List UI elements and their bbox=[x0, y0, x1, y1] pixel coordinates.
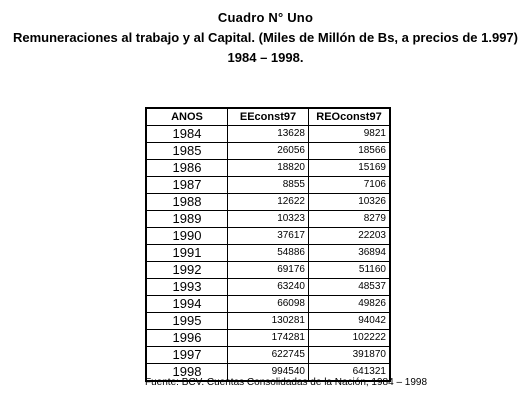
year-cell: 1985 bbox=[146, 143, 228, 160]
reoconst97-cell: 49826 bbox=[309, 296, 391, 313]
eeconst97-cell: 10323 bbox=[228, 211, 309, 228]
eeconst97-cell: 69176 bbox=[228, 262, 309, 279]
reoconst97-cell: 102222 bbox=[309, 330, 391, 347]
table-row bbox=[146, 279, 390, 296]
eeconst97-cell: 54886 bbox=[228, 245, 309, 262]
table-row bbox=[146, 160, 390, 177]
reoconst97-cell: 10326 bbox=[309, 194, 391, 211]
header-reoconst97: REOconst97 bbox=[309, 108, 391, 126]
eeconst97-cell: 18820 bbox=[228, 160, 309, 177]
table-row bbox=[146, 194, 390, 211]
eeconst97-cell: 174281 bbox=[228, 330, 309, 347]
remuneration-table bbox=[145, 107, 391, 382]
year-cell: 1991 bbox=[146, 245, 228, 262]
eeconst97-cell: 622745 bbox=[228, 347, 309, 364]
year-cell: 1992 bbox=[146, 262, 228, 279]
document-title-block bbox=[0, 8, 531, 68]
reoconst97-cell: 48537 bbox=[309, 279, 391, 296]
year-cell: 1986 bbox=[146, 160, 228, 177]
year-cell: 1989 bbox=[146, 211, 228, 228]
year-cell: 1997 bbox=[146, 347, 228, 364]
reoconst97-cell: 15169 bbox=[309, 160, 391, 177]
table-row bbox=[146, 177, 390, 194]
table-row bbox=[146, 245, 390, 262]
reoconst97-cell: 36894 bbox=[309, 245, 391, 262]
eeconst97-cell: 8855 bbox=[228, 177, 309, 194]
table-number-title: Cuadro N° Uno bbox=[217, 10, 314, 25]
reoconst97-cell: 18566 bbox=[309, 143, 391, 160]
source-note: Fuente: BCV. Cuentas Consolidadas de la Nación, 1984 – 1998 bbox=[145, 377, 428, 388]
table-row bbox=[146, 143, 390, 160]
year-cell: 1984 bbox=[146, 126, 228, 143]
year-cell: 1998 bbox=[146, 364, 228, 382]
table-row bbox=[146, 228, 390, 245]
reoconst97-cell: 94042 bbox=[309, 313, 391, 330]
table-row bbox=[146, 126, 390, 143]
year-cell: 1995 bbox=[146, 313, 228, 330]
eeconst97-cell: 37617 bbox=[228, 228, 309, 245]
eeconst97-cell: 130281 bbox=[228, 313, 309, 330]
eeconst97-cell: 13628 bbox=[228, 126, 309, 143]
table-header bbox=[146, 108, 390, 126]
table-row bbox=[146, 296, 390, 313]
year-cell: 1993 bbox=[146, 279, 228, 296]
header-eeconst97: EEconst97 bbox=[228, 108, 309, 126]
table-description-title: Remuneraciones al trabajo y al Capital. (Miles de Millón de Bs, a precios de 1.997) bbox=[12, 30, 518, 45]
table-row bbox=[146, 211, 390, 228]
table-row bbox=[146, 313, 390, 330]
year-cell: 1996 bbox=[146, 330, 228, 347]
reoconst97-cell: 7106 bbox=[309, 177, 391, 194]
table-row bbox=[146, 347, 390, 364]
year-cell: 1994 bbox=[146, 296, 228, 313]
reoconst97-cell: 8279 bbox=[309, 211, 391, 228]
reoconst97-cell: 391870 bbox=[309, 347, 391, 364]
year-cell: 1988 bbox=[146, 194, 228, 211]
table-period-title: 1984 – 1998. bbox=[227, 50, 304, 65]
reoconst97-cell: 9821 bbox=[309, 126, 391, 143]
table-header-row bbox=[146, 108, 390, 126]
table-row bbox=[146, 262, 390, 279]
header-year: ANOS bbox=[146, 108, 228, 126]
eeconst97-cell: 26056 bbox=[228, 143, 309, 160]
year-cell: 1990 bbox=[146, 228, 228, 245]
eeconst97-cell: 63240 bbox=[228, 279, 309, 296]
table-body bbox=[146, 126, 390, 382]
table-row bbox=[146, 330, 390, 347]
eeconst97-cell: 12622 bbox=[228, 194, 309, 211]
eeconst97-cell: 994540 bbox=[228, 364, 309, 382]
reoconst97-cell: 641321 bbox=[309, 364, 391, 382]
reoconst97-cell: 51160 bbox=[309, 262, 391, 279]
eeconst97-cell: 66098 bbox=[228, 296, 309, 313]
year-cell: 1987 bbox=[146, 177, 228, 194]
reoconst97-cell: 22203 bbox=[309, 228, 391, 245]
